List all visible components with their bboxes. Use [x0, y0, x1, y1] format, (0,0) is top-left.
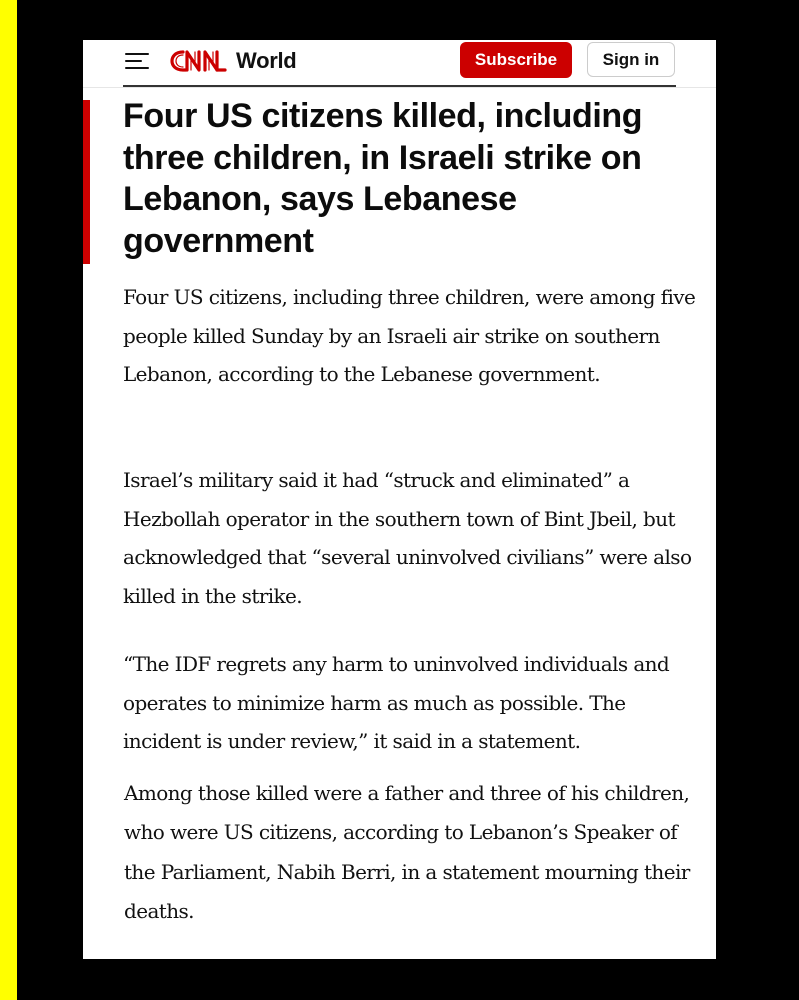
section-title[interactable]: World: [236, 48, 297, 73]
headline-accent-bar: [83, 100, 90, 264]
cnn-logo[interactable]: [169, 45, 229, 77]
subscribe-button[interactable]: Subscribe: [460, 42, 572, 78]
article-page: [83, 40, 716, 959]
article-paragraph: Among those killed were a father and three of his children, who were US citizens, according to Lebanon’s Speaker of the Parliament, Nabih Berri, in a statement mourning their deaths.: [124, 781, 690, 923]
sign-in-button[interactable]: Sign in: [587, 42, 675, 77]
left-yellow-border: [0, 0, 17, 1000]
article-headline: Four US citizens killed, including three children, in Israeli strike on Lebanon, says Lebanese government: [123, 97, 643, 260]
header-bottom-border: [83, 87, 716, 88]
article-paragraph: Israel’s military said it had “struck and eliminated” a Hezbollah operator in the southern town of Bint Jbeil, but acknowledged that “several uninvolved civilians” were also killed in the strike.: [123, 468, 692, 608]
hamburger-menu-icon[interactable]: [125, 51, 149, 71]
article-paragraph: Four US citizens, including three children, were among five people killed Sunday by an Israeli air strike on southern Lebanon, according to the Lebanese government.: [123, 285, 696, 386]
article-paragraph: “The IDF regrets any harm to uninvolved individuals and operates to minimize harm as much as possible. The incident is under review,” it said in a statement.: [123, 652, 670, 753]
site-header: [83, 40, 716, 88]
